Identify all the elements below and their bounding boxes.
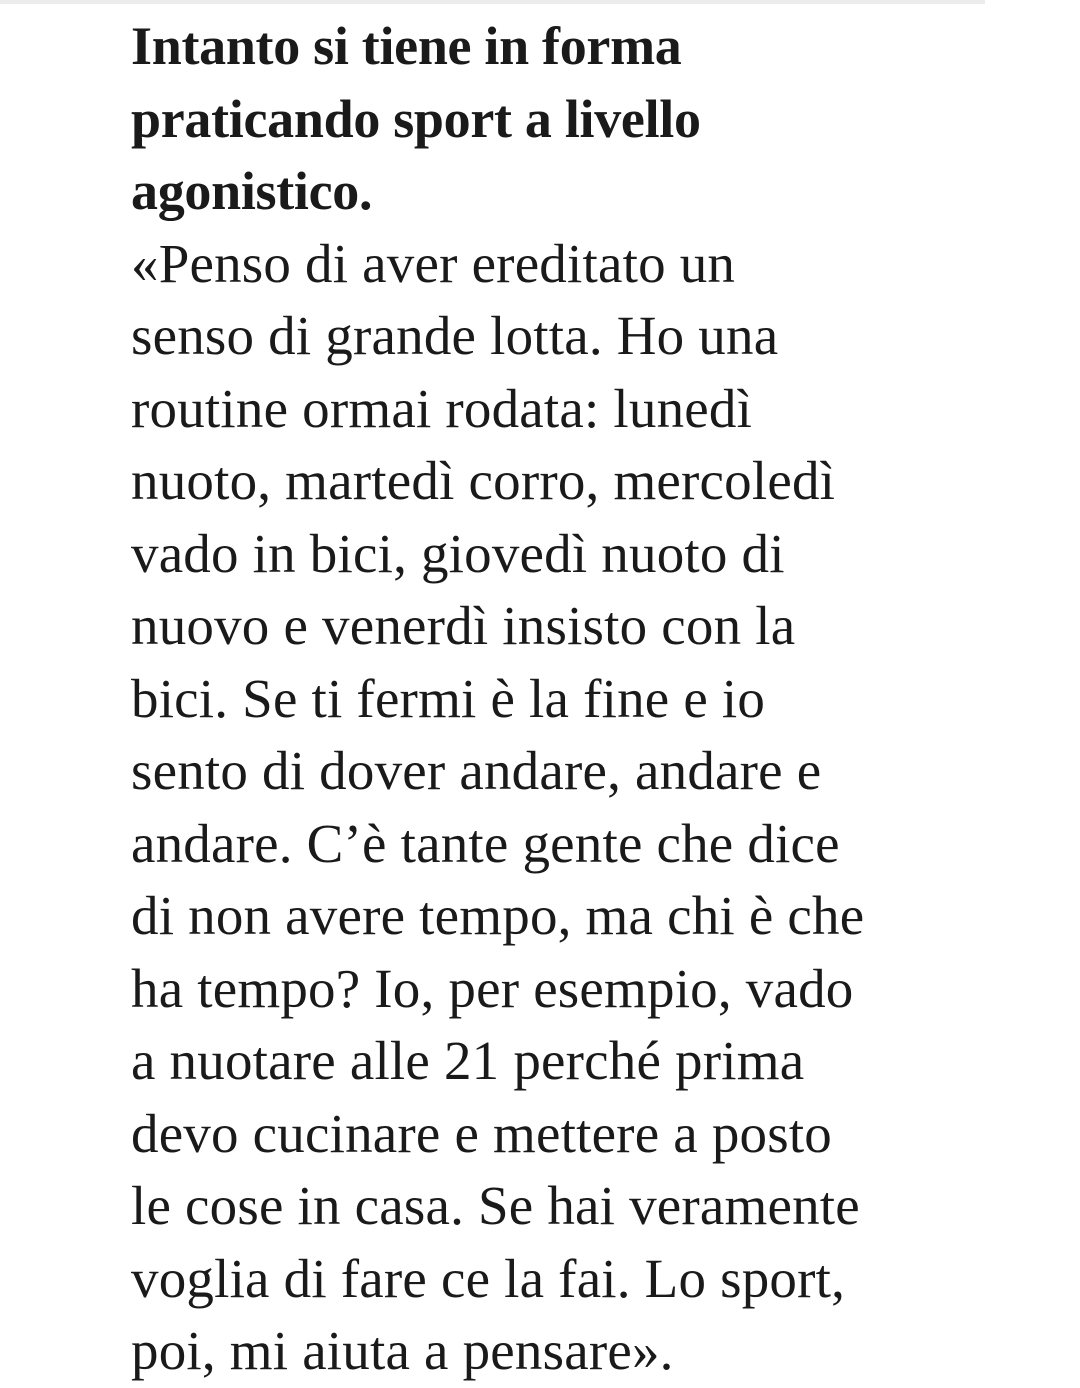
article-content (131, 10, 961, 1388)
heading-line: agonistico. (131, 161, 373, 221)
heading-line: Intanto si tiene in forma (131, 16, 682, 76)
body-line: di non avere tempo, ma chi è che (131, 885, 865, 946)
body-line: poi, mi aiuta a pensare». (131, 1320, 674, 1381)
top-divider (0, 0, 985, 4)
heading-line: praticando sport a livello (131, 88, 701, 149)
body-line: «Penso di aver ereditato un (131, 232, 736, 294)
article-quote (131, 228, 961, 1388)
body-line: senso di grande lotta. Ho una (131, 305, 779, 366)
body-line: nuovo e venerdì insisto con la (131, 595, 796, 656)
body-line: ha tempo? Io, per esempio, vado (131, 957, 854, 1019)
body-line: andare. C’è tante gente che dice (131, 812, 840, 874)
body-line: sento di dover andare, andare e (131, 740, 822, 801)
body-line: voglia di fare ce la fai. Lo sport, (131, 1247, 846, 1309)
body-line: a nuotare alle 21 perché prima (131, 1030, 805, 1091)
body-line: bici. Se ti fermi è la fine e io (131, 667, 766, 729)
article-heading (131, 10, 961, 228)
body-line: routine ormai rodata: lunedì (131, 377, 753, 439)
body-line: devo cucinare e mettere a posto (131, 1102, 833, 1164)
body-line: nuoto, martedì corro, mercoledì (131, 450, 836, 511)
body-line: le cose in casa. Se hai veramente (131, 1175, 860, 1236)
body-line: vado in bici, giovedì nuoto di (131, 522, 785, 584)
